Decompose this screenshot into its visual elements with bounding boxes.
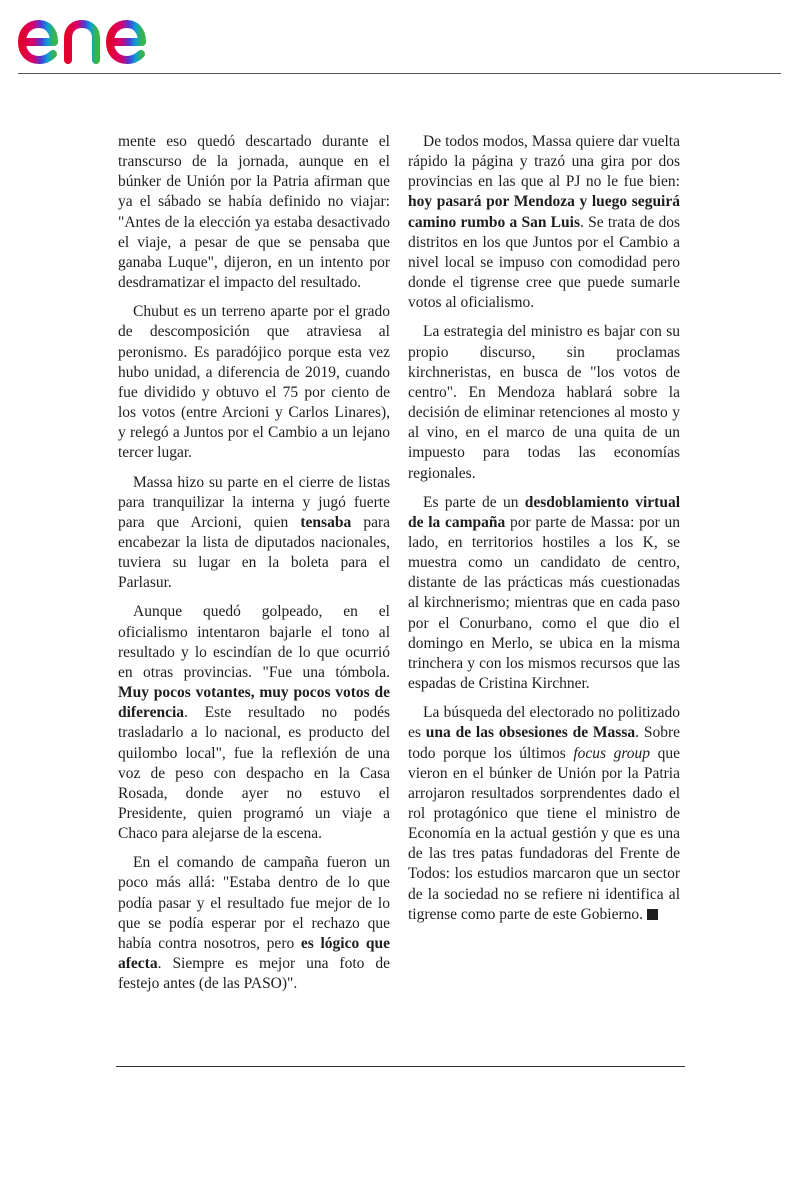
- end-mark-icon: [647, 909, 658, 920]
- article-column-left: [118, 132, 390, 1003]
- article-paragraph: Massa hizo su parte en el cierre de listas para tranquilizar la interna y jugó fuerte para que Arcioni, quien tensaba para encabezar la lista de diputados nacionales, tuviera su lugar en la boleta para el Parlasur.: [118, 473, 391, 592]
- footer-rule: [116, 1066, 685, 1067]
- article-paragraph: Es parte de un desdoblamiento virtual de la campaña por parte de Massa: por un lado, en territorios hostiles a los K, se muestra como un candidato de centro, distante de las prácticas más cuestionadas al kirchnerismo; mientras que en cada paso por el Conurbano, como el que dio el domingo en Merlo, se ubica en la misma trinchera y con los mismos recursos que las espadas de Cristina Kirchner.: [408, 493, 680, 693]
- article-paragraph: La estrategia del ministro es bajar con su propio discurso, sin proclamas kirchneristas, en busca de "los votos de centro". En Mendoza hablará sobre la decisión de eliminar retenciones al mosto y al vino, en el marco de una quita de un impuesto para todas las economías regionales.: [408, 323, 680, 482]
- article-column-right: [408, 132, 680, 934]
- article-paragraph: Aunque quedó golpeado, en el oficialismo intentaron bajarle el tono al resultado y lo escindían de lo que ocurrió en otras provincias. "Fue una tómbola. Muy pocos votantes, muy pocos votos de diferencia. Este resultado no podés trasladarlo a lo nacional, es producto del quilombo local", fue la reflexión de una voz de peso con despacho en la Casa Rosada, donde ayer no estuvo el Presidente, quien programó un viaje a Chaco para alejarse de la escena.: [118, 603, 390, 843]
- article-paragraph: mente eso quedó descartado durante el transcurso de la jornada, aunque en el búnker de Unión por la Patria afirman que ya el sábado se había definido no viajar: "Antes de la elección ya estaba desactivado el viaje, a pesar de que se pensaba que ganaba Luque", dijeron, en un intento por desdramatizar el impacto del resultado.: [118, 133, 390, 292]
- article-paragraph: De todos modos, Massa quiere dar vuelta rápido la página y trazó una gira por dos provincias en las que al PJ no le fue bien: hoy pasará por Mendoza y luego seguirá camino rumbo a San Luis. Se trata de dos distritos en los que Juntos por el Cambio a nivel local se impuso con comodidad pero donde el tigrense cree que puede sumarle votos al oficialismo.: [408, 133, 680, 312]
- header-rule: [18, 73, 781, 74]
- article-paragraph: Chubut es un terreno aparte por el grado de descomposición que atraviesa al peronismo. Es paradójico porque esta vez hubo unidad, a diferencia de 2019, cuando fue dividido y obtuvo el 75 por ciento de los votos (entre Arcioni y Carlos Linares), y relegó a Juntos por el Cambio a un lejano tercer lugar.: [118, 303, 390, 462]
- enel-logo: [16, 4, 182, 68]
- article-paragraph: En el comando de campaña fueron un poco más allá: "Estaba dentro de lo que podía pasar y el resultado fue mejor de lo que se podía esperar por el rechazo que había contra nosotros, pero es lógico que afecta. Siempre es mejor una foto de festejo antes (de las PASO)".: [118, 854, 390, 993]
- article-paragraph: La búsqueda del electorado no politizado es una de las obsesiones de Massa. Sobre todo porque los últimos focus group que vieron en el búnker de Unión por la Patria arrojaron resultados sorprendentes dado el rol protagónico que tiene el ministro de Economía en la actual gestión y que es una de las tres patas fundadoras del Frente de Todos: los estudios marcaron que un sector de la sociedad no se refiere ni identifica al tigrense como parte de este Gobierno.: [408, 704, 680, 923]
